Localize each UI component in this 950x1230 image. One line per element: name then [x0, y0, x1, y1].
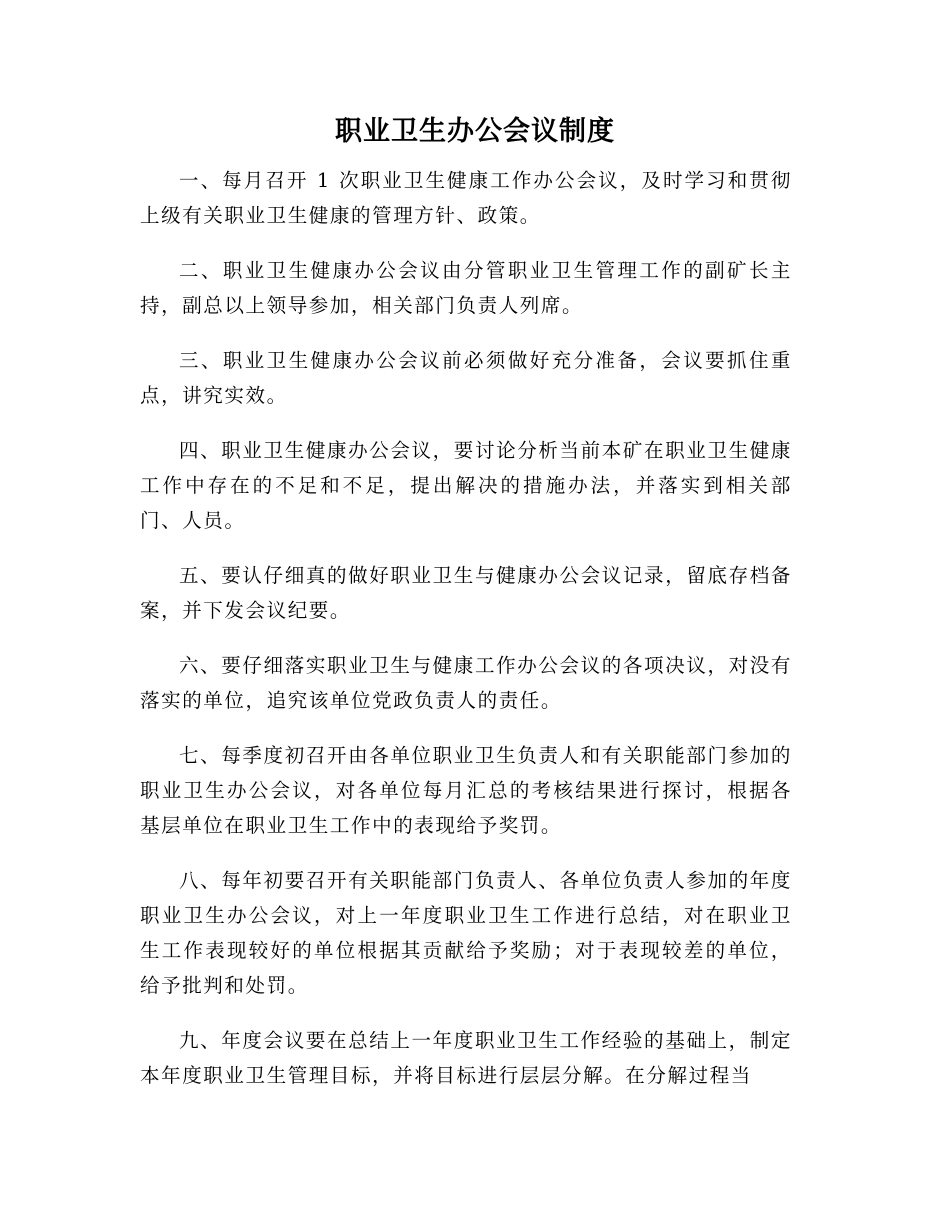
paragraph-5: 五、要认仔细真的做好职业卫生与健康办公会议记录，留底存档备案，并下发会议纪要。 [140, 564, 792, 622]
paragraph-4: 四、职业卫生健康办公会议，要讨论分析当前本矿在职业卫生健康工作中存在的不足和不足，提出解决的措施办法，并落实到相关部门、人员。 [140, 439, 792, 532]
paragraph-3: 三、职业卫生健康办公会议前必须做好充分准备，会议要抓住重点，讲究实效。 [140, 349, 792, 407]
paragraph-7: 七、每季度初召开由各单位职业卫生负责人和有关职能部门参加的职业卫生办公会议，对各单位每月汇总的考核结果进行探讨，根据各基层单位在职业卫生工作中的表现给予奖罚。 [140, 744, 792, 837]
paragraph-1: 一、每月召开 1 次职业卫生健康工作办公会议，及时学习和贯彻上级有关职业卫生健康的管理方针、政策。 [140, 169, 792, 227]
paragraph-2: 二、职业卫生健康办公会议由分管职业卫生管理工作的副矿长主持，副总以上领导参加，相关部门负责人列席。 [140, 259, 792, 317]
document-body [140, 163, 792, 1113]
paragraph-6: 六、要仔细落实职业卫生与健康工作办公会议的各项决议，对没有落实的单位，追究该单位党政负责人的责任。 [140, 654, 792, 712]
document-title: 职业卫生办公会议制度 [335, 116, 615, 147]
paragraph-8: 八、每年初要召开有关职能部门负责人、各单位负责人参加的年度职业卫生办公会议，对上一年度职业卫生工作进行总结，对在职业卫生工作表现较好的单位根据其贡献给予奖励；对于表现较差的单位，给予批判和处罚。 [140, 869, 792, 997]
paragraph-9: 九、年度会议要在总结上一年度职业卫生工作经验的基础上，制定本年度职业卫生管理目标，并将目标进行层层分解。在分解过程当 [140, 1029, 792, 1087]
